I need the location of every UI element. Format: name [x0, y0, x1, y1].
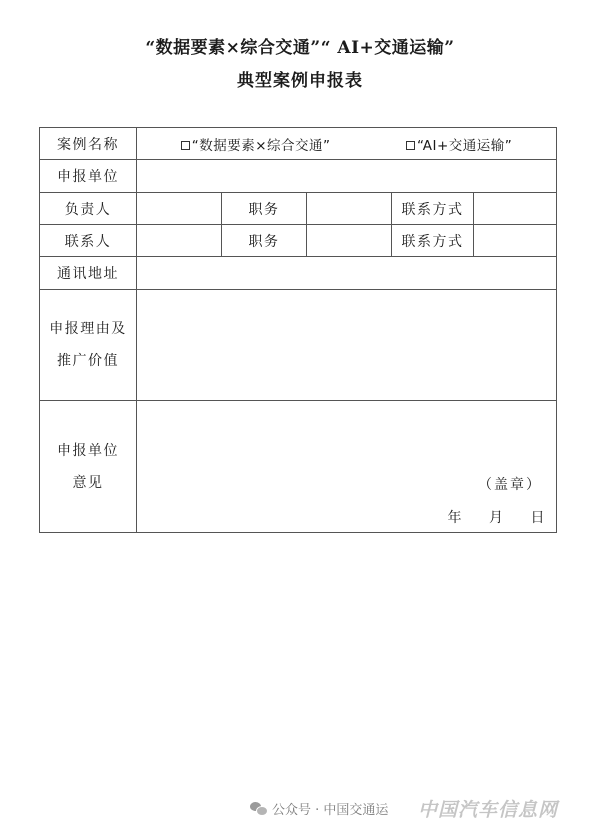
opinion-label-line2: 意见 [72, 474, 104, 491]
position-field-2[interactable] [307, 225, 392, 257]
row-case-name [40, 128, 557, 160]
position-label: 职务 [222, 193, 307, 225]
contact-method-field[interactable] [474, 193, 557, 225]
row-address [40, 257, 557, 290]
category-option-label: “AI+交通运输” [417, 137, 513, 154]
category-option-label: “数据要素×综合交通” [191, 137, 331, 154]
opinion-label-line1: 申报单位 [57, 442, 119, 459]
applicant-unit-label: 申报单位 [40, 160, 137, 193]
source-footer [250, 799, 388, 818]
category-options-cell [137, 128, 557, 160]
checkbox-icon[interactable] [181, 141, 190, 150]
application-form-table [39, 127, 557, 533]
applicant-unit-field[interactable] [137, 160, 557, 193]
position-field[interactable] [307, 193, 392, 225]
row-person-in-charge [40, 193, 557, 225]
date-month: 月 [489, 510, 505, 526]
date-day: 日 [530, 510, 547, 526]
date-line [448, 507, 547, 527]
checkbox-icon[interactable] [406, 141, 415, 150]
opinion-label [40, 401, 137, 533]
reason-label-line2: 推广价值 [57, 353, 119, 369]
reason-label [40, 290, 137, 401]
contact-method-label: 联系方式 [392, 193, 474, 225]
contact-person-label: 联系人 [40, 225, 137, 257]
watermark: 中国汽车信息网 [418, 799, 559, 821]
address-field[interactable] [137, 257, 557, 290]
date-year: 年 [447, 510, 464, 526]
form-subtitle: 典型案例申报表 [237, 71, 363, 91]
contact-person-field[interactable] [137, 225, 222, 257]
contact-method-field-2[interactable] [474, 225, 557, 257]
form-title: “数据要素×综合交通”“ AI+交通运输” [145, 38, 455, 58]
row-contact-person [40, 225, 557, 257]
seal-text: （盖章） [478, 477, 543, 493]
row-reason [40, 290, 557, 401]
case-name-label: 案例名称 [40, 128, 137, 160]
row-applicant-unit [40, 160, 557, 193]
person-in-charge-label: 负责人 [40, 193, 137, 225]
contact-method-label-2: 联系方式 [392, 225, 474, 257]
reason-field[interactable] [137, 290, 557, 401]
wechat-icon [250, 802, 267, 815]
position-label-2: 职务 [222, 225, 307, 257]
source-text: 公众号 · 中国交通运 [272, 803, 389, 818]
address-label: 通讯地址 [40, 257, 137, 290]
opinion-field[interactable] [137, 401, 557, 533]
row-opinion [40, 401, 557, 533]
category-option-data-elements[interactable] [181, 134, 331, 154]
person-in-charge-field[interactable] [137, 193, 222, 225]
category-option-ai-transport[interactable] [406, 134, 512, 154]
reason-label-line1: 申报理由及 [49, 321, 127, 337]
